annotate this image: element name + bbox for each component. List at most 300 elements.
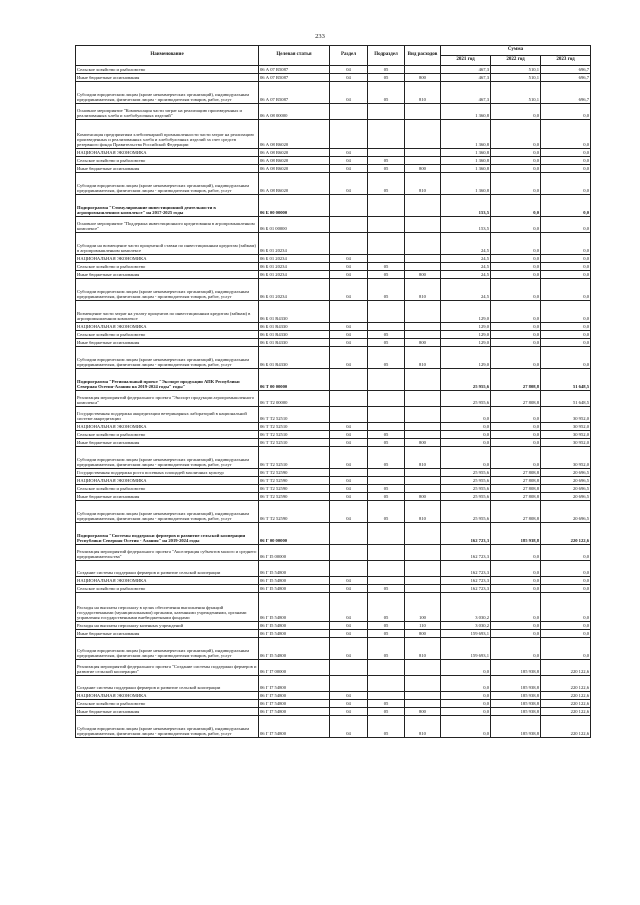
cell-sum-2021: 24,5 (441, 271, 491, 279)
cell-podrazdel: 05 (368, 271, 405, 279)
cell-podrazdel: 05 (368, 173, 405, 195)
cell-podrazdel (368, 545, 405, 561)
cell-name: Государственная поддержка аккредитации ветеринарных лабораторий в национальной системе аккредитации (76, 407, 259, 423)
table-row (76, 157, 591, 165)
table-row (76, 423, 591, 431)
cell-sum-2021: 162 723,3 (441, 545, 491, 561)
cell-sum-2022: 0,0 (491, 439, 541, 447)
cell-name: НАЦИОНАЛЬНАЯ ЭКОНОМИКА (76, 255, 259, 263)
cell-vid-rashodov (405, 104, 441, 120)
cell-sum-2022: 0,0 (491, 173, 541, 195)
cell-sum-2021: 162 723,3 (441, 561, 491, 577)
cell-razdel (330, 391, 368, 407)
cell-code: 06 Б 01 00000 (259, 217, 330, 233)
cell-sum-2021: 1 360,8 (441, 157, 491, 165)
cell-sum-2023: 20 696,5 (541, 501, 591, 523)
cell-code: 06 Т Т2 52510 (259, 431, 330, 439)
cell-vid-rashodov (405, 195, 441, 217)
cell-razdel: 04 (330, 585, 368, 593)
cell-sum-2023: 30 952,0 (541, 439, 591, 447)
cell-podrazdel: 05 (368, 431, 405, 439)
cell-name: Субсидии юридическим лицам (кроме некоммерческих организаций), индивидуальным предпринимателям, физическим лицам - производителям товаров, работ, услуг (76, 447, 259, 469)
cell-sum-2022: 185 938,8 (491, 708, 541, 716)
cell-sum-2023: 220 122,6 (541, 700, 591, 708)
cell-sum-2021: 25 955,6 (441, 501, 491, 523)
cell-sum-2021: 162 723,3 (441, 585, 491, 593)
cell-razdel (330, 676, 368, 692)
cell-sum-2021: 0,0 (441, 423, 491, 431)
cell-sum-2022: 510,1 (491, 66, 541, 74)
cell-podrazdel (368, 561, 405, 577)
cell-razdel: 04 (330, 501, 368, 523)
cell-sum-2021: 162 723,3 (441, 577, 491, 585)
cell-sum-2022: 510,1 (491, 82, 541, 104)
cell-sum-2023: 0,0 (541, 233, 591, 255)
cell-sum-2023: 30 952,0 (541, 423, 591, 431)
cell-sum-2023: 30 952,0 (541, 407, 591, 423)
cell-razdel: 04 (330, 347, 368, 369)
cell-sum-2021: 1 360,8 (441, 120, 491, 149)
cell-podrazdel: 05 (368, 501, 405, 523)
cell-sum-2021: 467,3 (441, 82, 491, 104)
cell-podrazdel: 05 (368, 485, 405, 493)
table-row (76, 195, 591, 217)
cell-sum-2023: 0,0 (541, 149, 591, 157)
cell-code: 06 Г I7 54800 (259, 708, 330, 716)
cell-sum-2023: 696,7 (541, 74, 591, 82)
cell-code: 06 Т Т2 52590 (259, 469, 330, 477)
cell-vid-rashodov (405, 585, 441, 593)
cell-sum-2022: 0,0 (491, 431, 541, 439)
cell-sum-2021: 0,0 (441, 716, 491, 738)
header-razdel: Раздел (330, 46, 368, 66)
cell-name: Иные бюджетные ассигнования (76, 339, 259, 347)
table-row (76, 700, 591, 708)
cell-name: Сельское хозяйство и рыболовство (76, 66, 259, 74)
cell-sum-2022: 27 808,8 (491, 477, 541, 485)
cell-podrazdel (368, 469, 405, 477)
cell-sum-2022: 27 808,8 (491, 369, 541, 391)
cell-razdel: 04 (330, 66, 368, 74)
cell-name: Субсидии юридическим лицам (кроме некоммерческих организаций), индивидуальным предпринимателям, физическим лицам - производителям товаров, работ, услуг (76, 638, 259, 660)
table-row (76, 104, 591, 120)
cell-name: Иные бюджетные ассигнования (76, 74, 259, 82)
cell-sum-2021: 162 723,3 (441, 523, 491, 545)
header-year-2021: 2021 год (441, 56, 491, 66)
cell-razdel (330, 104, 368, 120)
cell-podrazdel (368, 255, 405, 263)
header-vid-rashodov: Вид расходов (405, 46, 441, 66)
table-row (76, 708, 591, 716)
cell-razdel: 04 (330, 708, 368, 716)
cell-name: Основное мероприятие "Поддержка инвестиционного кредитования в агропромышленном комплексе" (76, 217, 259, 233)
cell-sum-2023: 0,0 (541, 577, 591, 585)
cell-razdel: 04 (330, 279, 368, 301)
table-row (76, 120, 591, 149)
cell-sum-2022: 0,0 (491, 593, 541, 622)
cell-code: 06 Т Т2 52510 (259, 407, 330, 423)
cell-sum-2023: 0,0 (541, 585, 591, 593)
cell-name: Субсидии юридическим лицам (кроме некоммерческих организаций), индивидуальным предпринимателям, физическим лицам - производителям товаров, работ, услуг (76, 173, 259, 195)
cell-vid-rashodov (405, 676, 441, 692)
table-row (76, 630, 591, 638)
cell-code: 06 А 08 00000 (259, 104, 330, 120)
table-row (76, 66, 591, 74)
table-row (76, 339, 591, 347)
cell-podrazdel (368, 477, 405, 485)
table-row (76, 279, 591, 301)
cell-code: 06 А 08 R6020 (259, 157, 330, 165)
cell-podrazdel: 05 (368, 66, 405, 74)
cell-sum-2022: 0,0 (491, 622, 541, 630)
cell-razdel: 04 (330, 485, 368, 493)
cell-vid-rashodov: 810 (405, 173, 441, 195)
cell-code: 06 Г I5 54800 (259, 585, 330, 593)
cell-sum-2021: 153,5 (441, 217, 491, 233)
cell-sum-2023: 220 122,6 (541, 692, 591, 700)
cell-name: Иные бюджетные ассигнования (76, 165, 259, 173)
cell-razdel: 04 (330, 271, 368, 279)
cell-code: 06 Г I5 54800 (259, 630, 330, 638)
cell-name: Создание системы поддержки фермеров и развитие сельской кооперации (76, 561, 259, 577)
cell-name: Реализация мероприятий федерального проекта "Экспорт продукции агропромышленного комплекса" (76, 391, 259, 407)
cell-name: Иные бюджетные ассигнования (76, 630, 259, 638)
cell-name: Иные бюджетные ассигнования (76, 271, 259, 279)
cell-sum-2021: 159 693,1 (441, 630, 491, 638)
cell-sum-2021: 25 955,6 (441, 485, 491, 493)
cell-podrazdel: 05 (368, 447, 405, 469)
cell-code: 06 Г I7 00000 (259, 660, 330, 676)
table-row (76, 165, 591, 173)
table-header (76, 46, 591, 66)
cell-code: 06 Б 01 20234 (259, 263, 330, 271)
table-row (76, 407, 591, 423)
cell-name: НАЦИОНАЛЬНАЯ ЭКОНОМИКА (76, 577, 259, 585)
cell-code: 06 Г I5 00000 (259, 545, 330, 561)
cell-podrazdel (368, 676, 405, 692)
cell-podrazdel (368, 660, 405, 676)
cell-sum-2021: 25 955,6 (441, 477, 491, 485)
cell-razdel: 04 (330, 692, 368, 700)
table-row (76, 545, 591, 561)
cell-podrazdel: 05 (368, 439, 405, 447)
cell-name: Основное мероприятие "Компенсация части затрат на реализацию произведенных и реализованных хлеба и хлебобулочных изделий" (76, 104, 259, 120)
page-number: 233 (315, 33, 325, 40)
cell-razdel (330, 523, 368, 545)
cell-sum-2021: 1 360,8 (441, 165, 491, 173)
cell-vid-rashodov: 810 (405, 82, 441, 104)
cell-razdel: 04 (330, 263, 368, 271)
cell-razdel: 04 (330, 331, 368, 339)
cell-sum-2023: 0,0 (541, 165, 591, 173)
cell-vid-rashodov (405, 233, 441, 255)
cell-razdel: 04 (330, 622, 368, 630)
cell-sum-2021: 24,5 (441, 279, 491, 301)
cell-sum-2023: 0,0 (541, 561, 591, 577)
cell-razdel (330, 469, 368, 477)
cell-sum-2023: 0,0 (541, 217, 591, 233)
cell-razdel (330, 561, 368, 577)
cell-sum-2023: 0,0 (541, 255, 591, 263)
table-row (76, 431, 591, 439)
cell-podrazdel (368, 104, 405, 120)
cell-vid-rashodov (405, 120, 441, 149)
table-row (76, 485, 591, 493)
cell-podrazdel (368, 195, 405, 217)
table-row (76, 149, 591, 157)
cell-sum-2023: 0,0 (541, 157, 591, 165)
cell-razdel: 04 (330, 630, 368, 638)
cell-name: Сельское хозяйство и рыболовство (76, 157, 259, 165)
cell-sum-2021: 0,0 (441, 660, 491, 676)
cell-sum-2022: 0,0 (491, 577, 541, 585)
cell-sum-2023: 0,0 (541, 339, 591, 347)
cell-code: 06 Г 00 00000 (259, 523, 330, 545)
cell-code: 06 Г I5 54800 (259, 593, 330, 622)
cell-name: Подпрограмма "Стимулирование инвестиционной деятельности в агропромышленном комплексе" на 2017-2025 годы (76, 195, 259, 217)
cell-sum-2022: 0,0 (491, 120, 541, 149)
cell-code: 06 Б 01 R4330 (259, 339, 330, 347)
table-row (76, 217, 591, 233)
cell-name: Сельское хозяйство и рыболовство (76, 331, 259, 339)
cell-name: Подпрограмма "Региональный проект "Экспорт продукции АПК Республики Северная Осетия-Алания на 2019-2024 годы" годы" (76, 369, 259, 391)
table-row (76, 716, 591, 738)
table-row (76, 493, 591, 501)
cell-podrazdel: 05 (368, 74, 405, 82)
table-row (76, 501, 591, 523)
cell-sum-2021: 0,0 (441, 700, 491, 708)
cell-sum-2023: 220 122,6 (541, 660, 591, 676)
cell-sum-2022: 27 808,8 (491, 493, 541, 501)
cell-sum-2022: 0,0 (491, 447, 541, 469)
cell-sum-2023: 0,0 (541, 323, 591, 331)
cell-sum-2021: 159 693,1 (441, 638, 491, 660)
cell-razdel (330, 407, 368, 423)
cell-sum-2022: 0,0 (491, 323, 541, 331)
cell-vid-rashodov (405, 485, 441, 493)
cell-podrazdel: 05 (368, 630, 405, 638)
cell-code: 06 Б 01 R4330 (259, 323, 330, 331)
cell-vid-rashodov (405, 692, 441, 700)
cell-name: Расходы на выплаты персоналу в целях обеспечения выполнения функций государственными (муниципальными) органами, казенными учреждениями, органами управления государственными внебюджетными фондами (76, 593, 259, 622)
cell-sum-2022: 0,0 (491, 638, 541, 660)
cell-vid-rashodov: 800 (405, 708, 441, 716)
cell-code: 06 Г I7 54800 (259, 716, 330, 738)
cell-sum-2022: 0,0 (491, 331, 541, 339)
cell-podrazdel: 05 (368, 585, 405, 593)
table-row (76, 323, 591, 331)
cell-sum-2022: 0,0 (491, 301, 541, 323)
cell-podrazdel (368, 391, 405, 407)
cell-vid-rashodov: 800 (405, 630, 441, 638)
table-row (76, 233, 591, 255)
cell-code: 06 Б 01 20234 (259, 271, 330, 279)
cell-name: Сельское хозяйство и рыболовство (76, 485, 259, 493)
cell-sum-2022: 27 808,8 (491, 469, 541, 477)
cell-code: 06 Г I5 54800 (259, 561, 330, 577)
cell-sum-2021: 1 360,8 (441, 104, 491, 120)
cell-podrazdel (368, 369, 405, 391)
cell-code: 06 Т Т2 52590 (259, 493, 330, 501)
cell-code: 06 А 07 R5087 (259, 74, 330, 82)
cell-vid-rashodov (405, 561, 441, 577)
cell-razdel: 04 (330, 339, 368, 347)
cell-podrazdel (368, 407, 405, 423)
cell-sum-2021: 129,0 (441, 339, 491, 347)
cell-name: Сельское хозяйство и рыболовство (76, 263, 259, 271)
cell-name: НАЦИОНАЛЬНАЯ ЭКОНОМИКА (76, 692, 259, 700)
cell-code: 06 Г I5 54800 (259, 638, 330, 660)
cell-vid-rashodov (405, 700, 441, 708)
cell-sum-2023: 51 648,5 (541, 391, 591, 407)
cell-razdel: 04 (330, 447, 368, 469)
table-row (76, 263, 591, 271)
cell-sum-2023: 30 952,0 (541, 447, 591, 469)
cell-vid-rashodov (405, 523, 441, 545)
cell-sum-2023: 0,0 (541, 173, 591, 195)
table-row (76, 439, 591, 447)
table-row (76, 447, 591, 469)
table-row (76, 660, 591, 676)
cell-sum-2022: 0,0 (491, 104, 541, 120)
cell-sum-2021: 0,0 (441, 447, 491, 469)
cell-razdel: 04 (330, 439, 368, 447)
cell-vid-rashodov (405, 545, 441, 561)
cell-sum-2022: 185 938,8 (491, 700, 541, 708)
cell-vid-rashodov (405, 407, 441, 423)
cell-sum-2023: 0,0 (541, 622, 591, 630)
table-row (76, 577, 591, 585)
cell-razdel: 04 (330, 593, 368, 622)
cell-podrazdel (368, 217, 405, 233)
cell-sum-2023: 0,0 (541, 630, 591, 638)
cell-vid-rashodov: 800 (405, 74, 441, 82)
cell-podrazdel: 05 (368, 593, 405, 622)
cell-razdel (330, 545, 368, 561)
cell-code: 06 А 07 R5087 (259, 82, 330, 104)
cell-sum-2023: 220 122,6 (541, 523, 591, 545)
cell-sum-2022: 0,0 (491, 561, 541, 577)
cell-name: НАЦИОНАЛЬНАЯ ЭКОНОМИКА (76, 149, 259, 157)
table-body (76, 66, 591, 738)
cell-code: 06 Б 01 20234 (259, 233, 330, 255)
cell-vid-rashodov (405, 217, 441, 233)
cell-sum-2022: 27 808,8 (491, 391, 541, 407)
cell-sum-2022: 0,0 (491, 339, 541, 347)
cell-sum-2022: 510,1 (491, 74, 541, 82)
cell-vid-rashodov (405, 263, 441, 271)
cell-vid-rashodov: 800 (405, 339, 441, 347)
cell-name: Сельское хозяйство и рыболовство (76, 700, 259, 708)
cell-sum-2021: 24,5 (441, 233, 491, 255)
cell-sum-2023: 0,0 (541, 301, 591, 323)
cell-sum-2021: 0,0 (441, 407, 491, 423)
cell-vid-rashodov (405, 391, 441, 407)
cell-sum-2021: 0,0 (441, 692, 491, 700)
cell-podrazdel: 05 (368, 347, 405, 369)
cell-sum-2022: 0,0 (491, 195, 541, 217)
cell-podrazdel: 05 (368, 493, 405, 501)
cell-razdel: 04 (330, 716, 368, 738)
cell-razdel: 04 (330, 74, 368, 82)
cell-razdel (330, 660, 368, 676)
cell-sum-2023: 20 696,5 (541, 485, 591, 493)
header-name: Наименование (76, 46, 259, 66)
table-row (76, 523, 591, 545)
cell-name: Субсидии на возмещение части процентной ставки по инвестиционным кредитам (займам) в агропромышленном комплексе (76, 233, 259, 255)
table-row (76, 301, 591, 323)
cell-podrazdel: 05 (368, 700, 405, 708)
cell-podrazdel (368, 120, 405, 149)
cell-podrazdel: 05 (368, 157, 405, 165)
cell-code: 06 Г I5 54800 (259, 577, 330, 585)
table-row (76, 255, 591, 263)
cell-code: 06 Г I7 54800 (259, 676, 330, 692)
cell-sum-2021: 1 360,8 (441, 173, 491, 195)
cell-vid-rashodov (405, 301, 441, 323)
cell-vid-rashodov (405, 423, 441, 431)
cell-razdel: 04 (330, 157, 368, 165)
cell-sum-2022: 0,0 (491, 545, 541, 561)
cell-sum-2021: 129,0 (441, 347, 491, 369)
cell-name: НАЦИОНАЛЬНАЯ ЭКОНОМИКА (76, 423, 259, 431)
cell-name: НАЦИОНАЛЬНАЯ ЭКОНОМИКА (76, 323, 259, 331)
cell-razdel: 04 (330, 431, 368, 439)
cell-sum-2023: 51 648,5 (541, 369, 591, 391)
cell-podrazdel (368, 301, 405, 323)
cell-code: 06 Б 01 20234 (259, 255, 330, 263)
cell-sum-2021: 0,0 (441, 708, 491, 716)
cell-sum-2022: 27 808,8 (491, 485, 541, 493)
cell-vid-rashodov (405, 149, 441, 157)
cell-code: 06 Т Т2 52510 (259, 423, 330, 431)
cell-code: 06 А 08 R6020 (259, 165, 330, 173)
table-row (76, 173, 591, 195)
header-podrazdel: Подраздел (368, 46, 405, 66)
cell-podrazdel (368, 149, 405, 157)
cell-podrazdel: 05 (368, 331, 405, 339)
table-row (76, 347, 591, 369)
cell-podrazdel (368, 323, 405, 331)
cell-code: 06 Б 01 R4330 (259, 301, 330, 323)
cell-vid-rashodov (405, 477, 441, 485)
cell-code: 06 Т Т2 52590 (259, 485, 330, 493)
table-row (76, 676, 591, 692)
cell-sum-2021: 0,0 (441, 676, 491, 692)
cell-podrazdel: 05 (368, 622, 405, 630)
cell-vid-rashodov (405, 66, 441, 74)
cell-vid-rashodov: 810 (405, 279, 441, 301)
cell-sum-2023: 30 952,0 (541, 431, 591, 439)
cell-sum-2021: 3 030,2 (441, 593, 491, 622)
cell-name: НАЦИОНАЛЬНАЯ ЭКОНОМИКА (76, 477, 259, 485)
cell-razdel (330, 301, 368, 323)
cell-sum-2023: 696,7 (541, 66, 591, 74)
cell-sum-2022: 0,0 (491, 165, 541, 173)
cell-vid-rashodov: 800 (405, 165, 441, 173)
cell-vid-rashodov (405, 323, 441, 331)
cell-podrazdel: 05 (368, 339, 405, 347)
cell-sum-2023: 0,0 (541, 331, 591, 339)
table-row (76, 585, 591, 593)
table-row (76, 391, 591, 407)
cell-vid-rashodov (405, 157, 441, 165)
cell-name: Иные бюджетные ассигнования (76, 708, 259, 716)
cell-sum-2023: 220 122,6 (541, 708, 591, 716)
cell-sum-2021: 467,3 (441, 66, 491, 74)
cell-name: Субсидии юридическим лицам (кроме некоммерческих организаций), индивидуальным предпринимателям, физическим лицам - производителям товаров, работ, услуг (76, 716, 259, 738)
cell-sum-2021: 0,0 (441, 431, 491, 439)
